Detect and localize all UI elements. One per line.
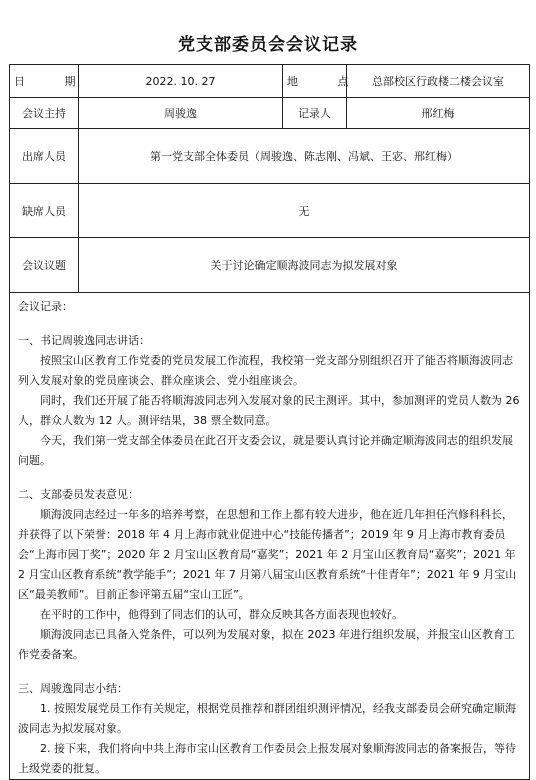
section-2-paragraph-1: 顺海波同志经过一年多的培养考察，在思想和工作上都有较大进步，他在近几年担任汽修科科长，并获得了以下荣誉：2018 年 4 月上海市就业促进中心“技能传播者”；2019 年 9 月上海市教育委员会“上海市园丁奖”；2020 年 2 月宝山区教育局“嘉奖”；2021 年 2 月宝山区教育局“嘉奖”；2021 年 2 月宝山区教育系统“教学能手”；2021 年 7 月第八届宝山区教育系统“十佳青年”；2021 年 9 月宝山区“最美教师”。目前正参评第五届“宝山工匠”。 [18, 508, 517, 601]
document-title: 党支部委员会会议记录 [178, 35, 358, 55]
host-value: 周骏逸 [79, 98, 283, 129]
minutes-heading: 会议记录： [18, 300, 73, 313]
date-value: 2022. 10. 27 [79, 65, 283, 98]
meeting-record-table [9, 64, 530, 780]
section-3-paragraph-1: 1. 按照发展党员工作有关规定，根据党员推荐和群团组织测评情况，经我支部委员会研究确定顺海波同志为拟发展对象。 [18, 702, 516, 735]
section-2-title: 二、支部委员发表意见： [18, 488, 139, 501]
host-label: 会议主持 [10, 98, 79, 129]
section-3-paragraph-2: 2. 接下来，我们将向中共上海市宝山区教育工作委员会上报发展对象顺海波同志的备案报告，等待上级党委的批复。 [18, 742, 516, 775]
row-host-recorder [10, 98, 530, 129]
place-value: 总部校区行政楼二楼会议室 [347, 65, 530, 98]
row-minutes [10, 293, 530, 780]
attendees-label: 出席人员 [10, 129, 79, 184]
section-1-title: 一、书记周骏逸同志讲话： [18, 334, 150, 347]
row-absentees [10, 184, 530, 238]
recorder-label: 记录人 [283, 98, 347, 129]
date-label: 日 期 [10, 65, 79, 98]
section-1-paragraph-3: 今天，我们第一党支部全体委员在此召开支委会议，就是要认真讨论并确定顺海波同志的组织发展问题。 [18, 434, 513, 467]
place-label: 地 点 [283, 65, 347, 98]
section-1-paragraph-1: 按照宝山区教育工作党委的党员发展工作流程，我校第一党支部分别组织召开了能否将顺海波同志列入发展对象的党员座谈会、群众座谈会、党小组座谈会。 [18, 354, 513, 387]
section-2-paragraph-2: 在平时的工作中，他得到了同志们的认可，群众反映其各方面表现也较好。 [40, 608, 403, 621]
absentees-label: 缺席人员 [10, 184, 79, 238]
topic-value: 关于讨论确定顺海波同志为拟发展对象 [79, 238, 530, 293]
row-topic [10, 238, 530, 293]
absentees-value: 无 [79, 184, 530, 238]
attendees-value: 第一党支部全体委员（周骏逸、陈志刚、冯斌、王宓、邢红梅） [79, 129, 530, 184]
recorder-value: 邢红梅 [347, 98, 530, 129]
row-attendees [10, 129, 530, 184]
topic-label: 会议议题 [10, 238, 79, 293]
row-date-place [10, 65, 530, 98]
section-1-paragraph-2: 同时，我们还开展了能否将顺海波同志列入发展对象的民主测评。其中，参加测评的党员人数为 26 人，群众人数为 12 人。测评结果，38 票全数同意。 [18, 394, 520, 427]
minutes-cell [10, 293, 530, 780]
section-3-title: 三、周骏逸同志小结： [18, 682, 128, 695]
section-2-paragraph-3: 顺海波同志已具备入党条件，可以列为发展对象，拟在 2023 年进行组织发展，并报宝山区教育工作党委备案。 [18, 628, 515, 661]
